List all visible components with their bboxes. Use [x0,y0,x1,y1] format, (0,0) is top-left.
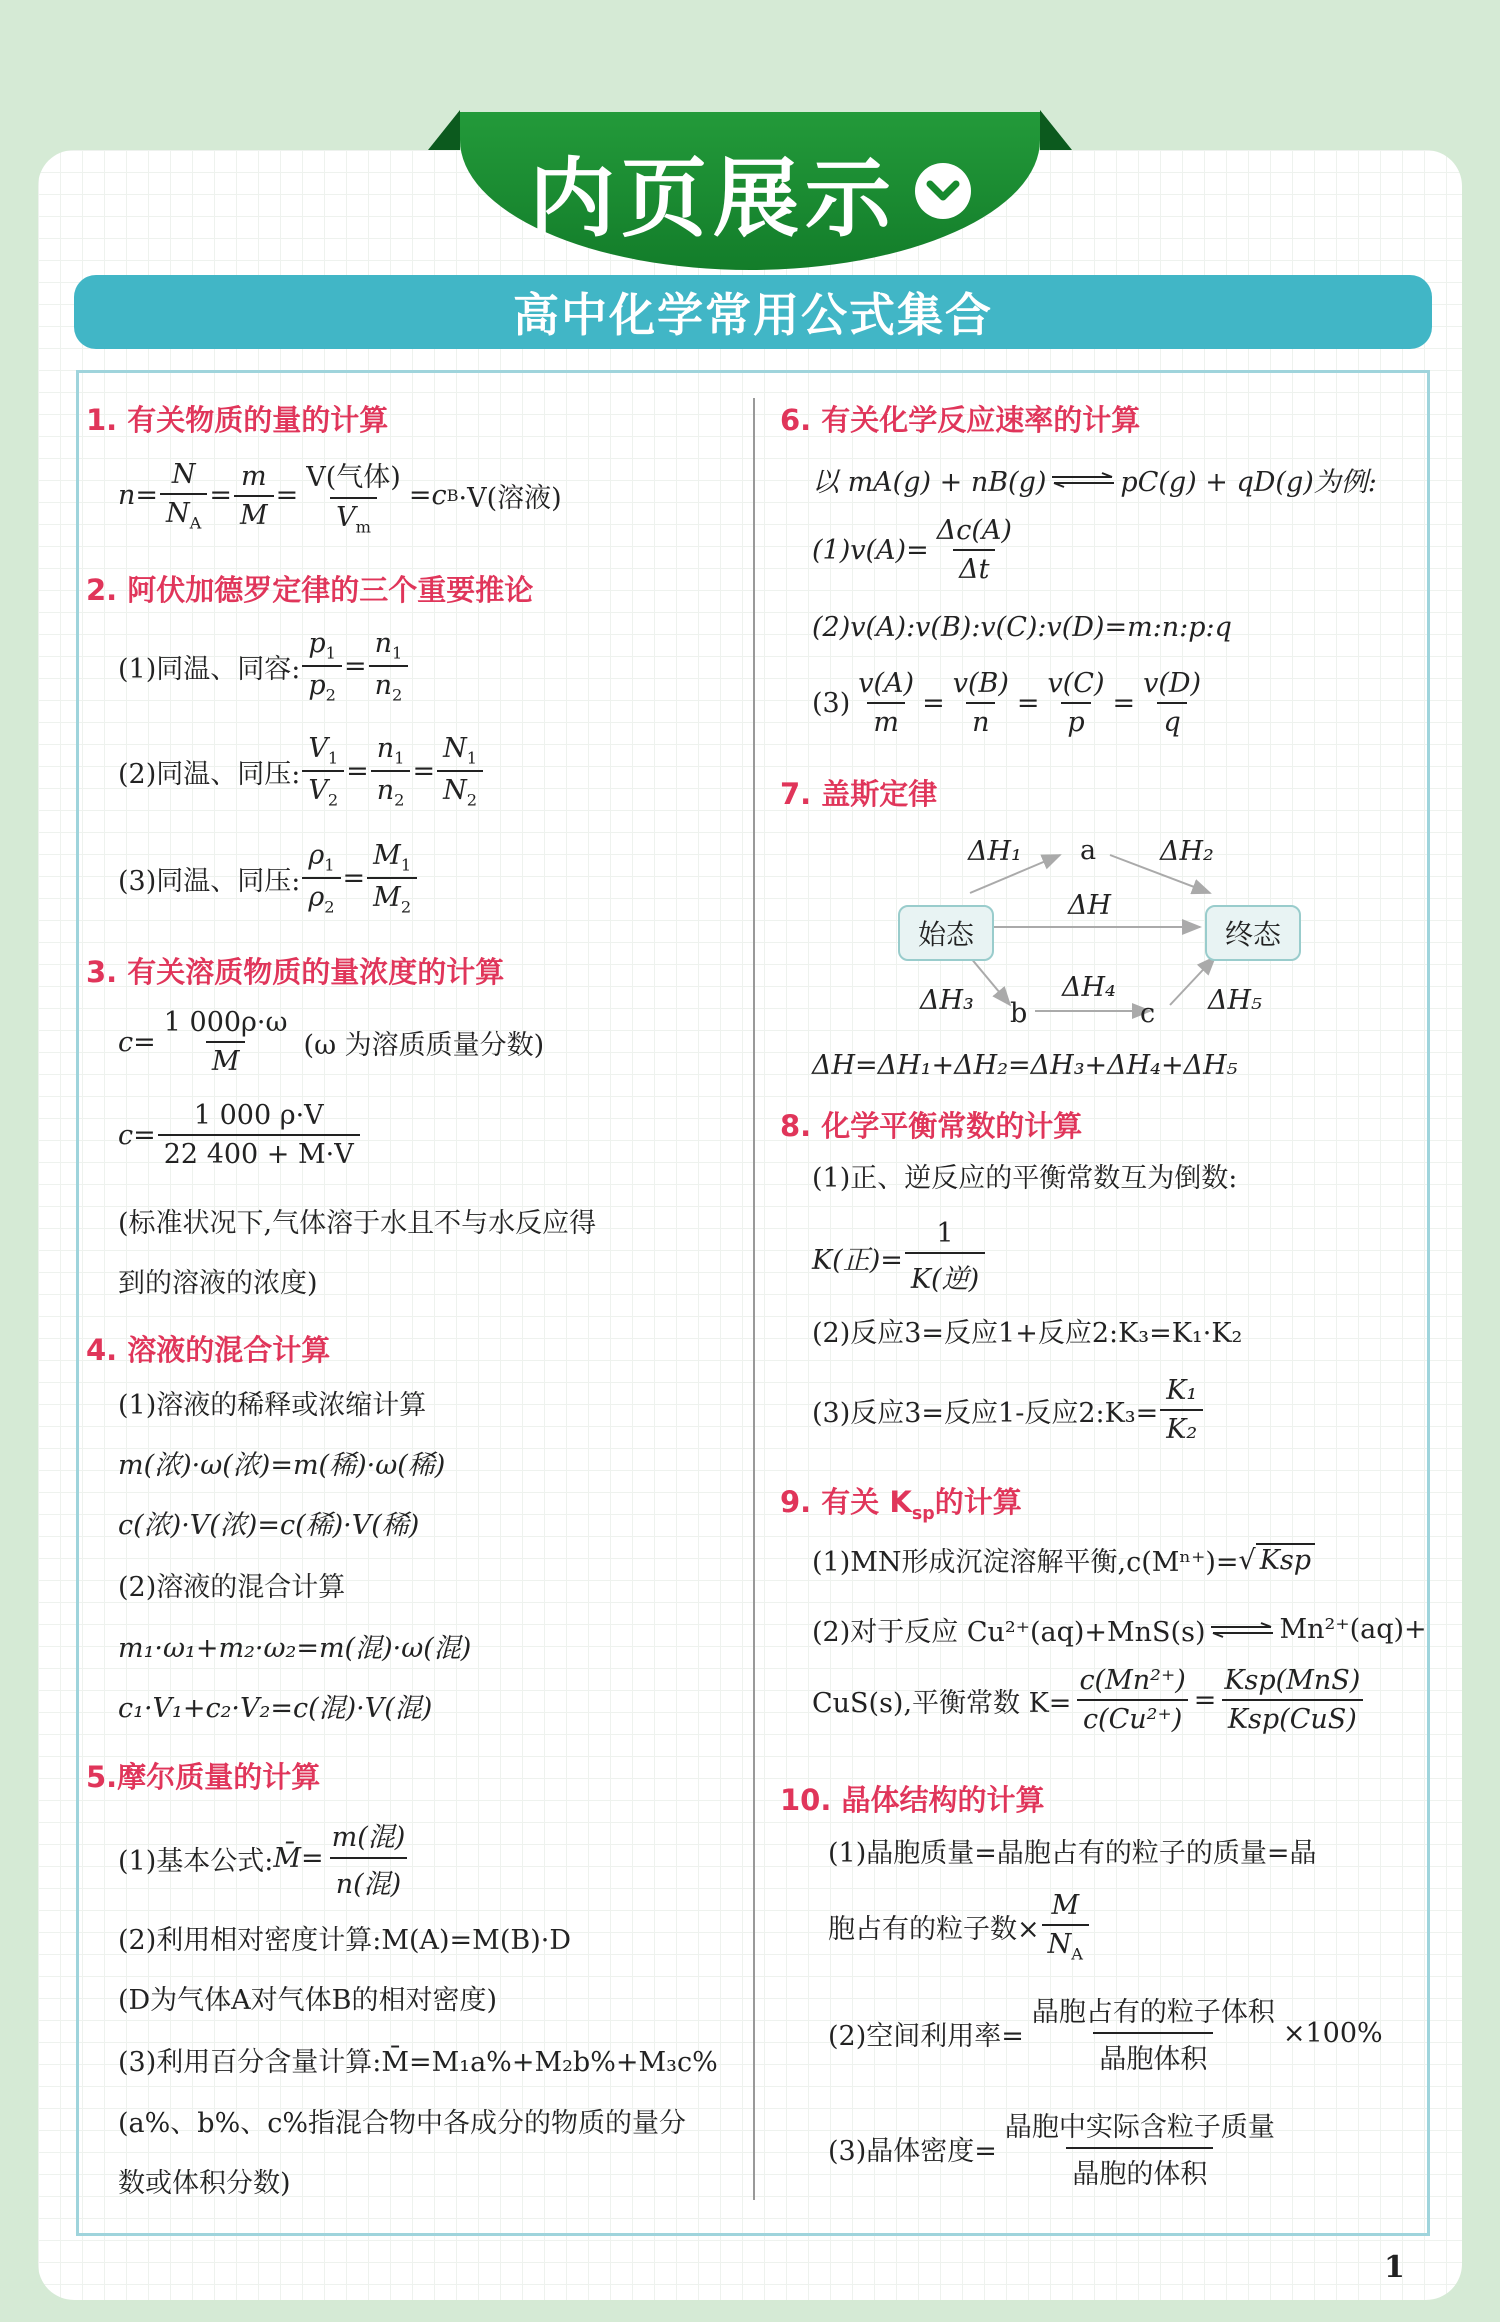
concentration-1: c= $\frac{1 000\rho\cdot\omega}{M}$ (ω 为溶质质量分数) [118,1007,545,1077]
formula-line: ΔH=ΔH₁+ΔH₂=ΔH₃+ΔH₄+ΔH₅ [812,1050,1238,1081]
intermediate-b: b [1010,998,1028,1029]
equilibrium-arrow-icon [1209,1622,1275,1638]
formula-line: c₁·V₁+c₂·V₂=c(混)·V(混) [118,1693,433,1724]
formula-line: m₁·ω₁+m₂·ω₂=m(混)·ω(混) [118,1633,472,1664]
equilibrium-inverse: K(正)= $\frac{1}{\text{K(逆)}}$ [812,1218,987,1296]
section-heading: 9. 有关 $K_{sp}$的计算 [780,1485,1022,1524]
section-heading: 3. 有关溶质物质的量浓度的计算 [86,955,505,989]
section-heading: 8. 化学平衡常数的计算 [780,1109,1083,1143]
ksp-2: (2)对于反应 Cu²⁺(aq)+MnS(s) Mn²⁺(aq)+ [812,1614,1427,1648]
banner-fold-left [428,110,460,150]
page-number: 1 [1384,2250,1405,2285]
section-heading: 6. 有关化学反应速率的计算 [780,403,1141,437]
formula-line: (2)v(A):v(B):v(C):v(D)=m:n:p:q [812,612,1232,643]
enthalpy-label: ΔH₄ [1062,972,1116,1003]
enthalpy-label: ΔH₁ [968,836,1022,867]
intermediate-c: c [1140,998,1156,1029]
chevron-down-icon[interactable] [915,163,971,219]
molar-mass-1: (1)基本公式: M̄= $\frac{\text{m(混)}}{\text{n(混)}}$ [118,1822,406,1900]
subtitle-bar [74,275,1432,349]
equilibrium-ratio: (3)反应3=反应1-反应2:K₃= $\frac{\text{K₁}}{\text{K₂}}$ [812,1375,1205,1445]
final-state-box: 终态 [1205,905,1301,961]
rate-1: (1)v(A)= $\frac{\Delta c(A)}{\Delta t}$ [812,515,1012,585]
formula-line: c(浓)·V(浓)=c(稀)·V(稀) [118,1510,420,1541]
avogadro-2: (2)同温、同压: $\frac{V_1}{V_2}$ = $\frac{n_1}{n_2}$ = $\frac{N_1}{N_2}$ [118,733,485,810]
formula-line: (2)溶液的混合计算 [118,1572,346,1603]
formula-line: m(浓)·ω(浓)=m(稀)·ω(稀) [118,1450,446,1481]
page-title: 内页展示 [529,149,897,249]
section-heading: 4. 溶液的混合计算 [86,1333,331,1367]
avogadro-1: (1)同温、同容: $\frac{p_1}{p_2}$ = $\frac{n_1}{n_2}$ [118,628,410,705]
banner-fold-right [1040,110,1072,150]
formula-line: (D为气体A对气体B的相对密度) [118,1985,498,2016]
reaction-example: 以 mA(g) + nB(g) pC(g) + qD(g)为例: [812,467,1377,498]
enthalpy-label: ΔH₅ [1208,985,1262,1016]
intermediate-a: a [1080,835,1097,866]
formula-line: (1)溶液的稀释或浓缩计算 [118,1390,427,1421]
subtitle: 高中化学常用公式集合 [513,288,993,342]
ksp-1: (1)MN形成沉淀溶解平衡,c(Mⁿ⁺)= √ Ksp [812,1540,1315,1579]
section-heading: 2. 阿伏加德罗定律的三个重要推论 [86,573,534,607]
section-heading: 7. 盖斯定律 [780,777,938,811]
equilibrium-arrow-icon [1050,472,1116,488]
initial-state-box: 始态 [898,905,994,961]
formula-line: (a%、b%、c%指混合物中各成分的物质的量分 [118,2108,687,2139]
rate-3: (3) $\frac{v(A)}{m}$ = $\frac{v(B)}{n}$ = $\frac{v(C)}{p}$ = $\frac{v(D)}{q}$ [812,668,1202,738]
section-heading: 5.摩尔质量的计算 [86,1760,321,1794]
space-utilization: (2)空间利用率= $\frac{\text{晶胞占有的粒子体积}}{\text{晶胞体积}}$ ×100% [828,1997,1383,2075]
enthalpy-label: ΔH₃ [920,985,974,1016]
avogadro-3: (3)同温、同压: $\frac{\rho_1}{\rho_2}$ = $\frac{M_1}{M_2}$ [118,840,419,917]
column-divider [753,398,755,2200]
formula-line: (2)反应3=反应1+反应2:K₃=K₁·K₂ [812,1318,1243,1349]
formula-line: (2)利用相对密度计算:M(A)=M(B)·D [118,1925,571,1956]
note-text: (标准状况下,气体溶于水且不与水反应得 [118,1208,597,1239]
formula-line: (3)利用百分含量计算:M̄=M₁a%+M₂b%+M₃c% [118,2047,718,2078]
enthalpy-label: ΔH [1068,890,1112,921]
crystal-density: (3)晶体密度= $\frac{\text{晶胞中实际含粒子质量}}{\text{晶胞的体积}}$ [828,2112,1275,2190]
formula-line: (1)正、逆反应的平衡常数互为倒数: [812,1163,1238,1194]
ksp-3: CuS(s),平衡常数 K= $\frac{\text{c(Mn²⁺)}}{\text{c(Cu²⁺)}}$ = $\frac{\text{Ksp(MnS)}}{\text{Ksp(CuS)}}$ [812,1665,1368,1735]
enthalpy-label: ΔH₂ [1160,836,1214,867]
formula-line: (1)晶胞质量=晶胞占有的粒子的质量=晶 [828,1838,1317,1869]
section-heading: 1. 有关物质的量的计算 [86,403,389,437]
formula-line: 数或体积分数) [118,2168,291,2199]
note-text: 到的溶液的浓度) [118,1268,318,1299]
formula-n: n = $\frac{N}{N_A}$ = $\frac{m}{M}$ = $\frac{\text{V(气体)}}{V_m}$ = c B ·V(溶液) [118,459,562,537]
concentration-2: c= $\frac{1 000 \rho\cdot V}{22 400 + M\cdot V}$ [118,1100,362,1170]
crystal-mass: 胞占有的粒子数× $\frac{M}{N_A}$ [828,1890,1091,1963]
section-heading: 10. 晶体结构的计算 [780,1783,1045,1817]
